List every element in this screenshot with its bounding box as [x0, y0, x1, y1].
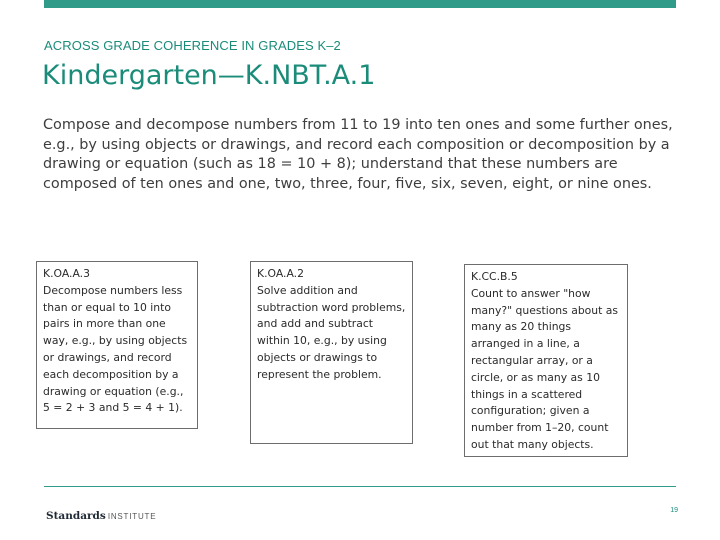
- top-accent-bar: [44, 0, 676, 8]
- standard-card-koa-a3: [36, 261, 198, 429]
- footer-divider: [44, 486, 676, 487]
- standard-code: K.OA.A.3: [43, 267, 90, 280]
- standard-text: Decompose numbers less than or equal to 10 into pairs in more than one way, e.g., by using objects or drawings, and record each decomposition by a drawing or equation (e.g., 5 = 2 + 3 and 5 = 4 + 1).: [43, 283, 188, 415]
- standard-code: K.CC.B.5: [471, 270, 518, 283]
- standard-text: Solve addition and subtraction word problems, and add and subtract within 10, e.g., by using objects or drawings to represent the problem.: [257, 283, 406, 381]
- section-eyebrow: ACROSS GRADE COHERENCE IN GRADES K–2: [44, 38, 341, 53]
- standard-description: Compose and decompose numbers from 11 to 19 into ten ones and some further ones, e.g., by using objects or drawings, and record each composition or decomposition by a drawing or equation (such as 18 = 10 + 8); understand that these numbers are composed of ten ones and one, two, three, four, five, six, seven, eight, or nine ones.: [43, 117, 673, 192]
- logo-wordmark-primary: Standards: [46, 510, 106, 522]
- standards-institute-logo: [46, 504, 156, 523]
- standard-code: K.OA.A.2: [257, 267, 304, 280]
- page-number: 19: [670, 507, 678, 514]
- standard-card-kcc-b5: [464, 264, 628, 457]
- standard-card-koa-a2: [250, 261, 413, 444]
- standard-text: Count to answer "how many?" questions about as many as 20 things arranged in a line, a rectangular array, or a circle, or as many as 10 things in a scattered configuration; given a number from 1–20, count out that many objects.: [471, 286, 619, 451]
- logo-wordmark-secondary: INSTITUTE: [107, 512, 157, 521]
- page-title: Kindergarten—K.NBT.A.1: [42, 60, 376, 91]
